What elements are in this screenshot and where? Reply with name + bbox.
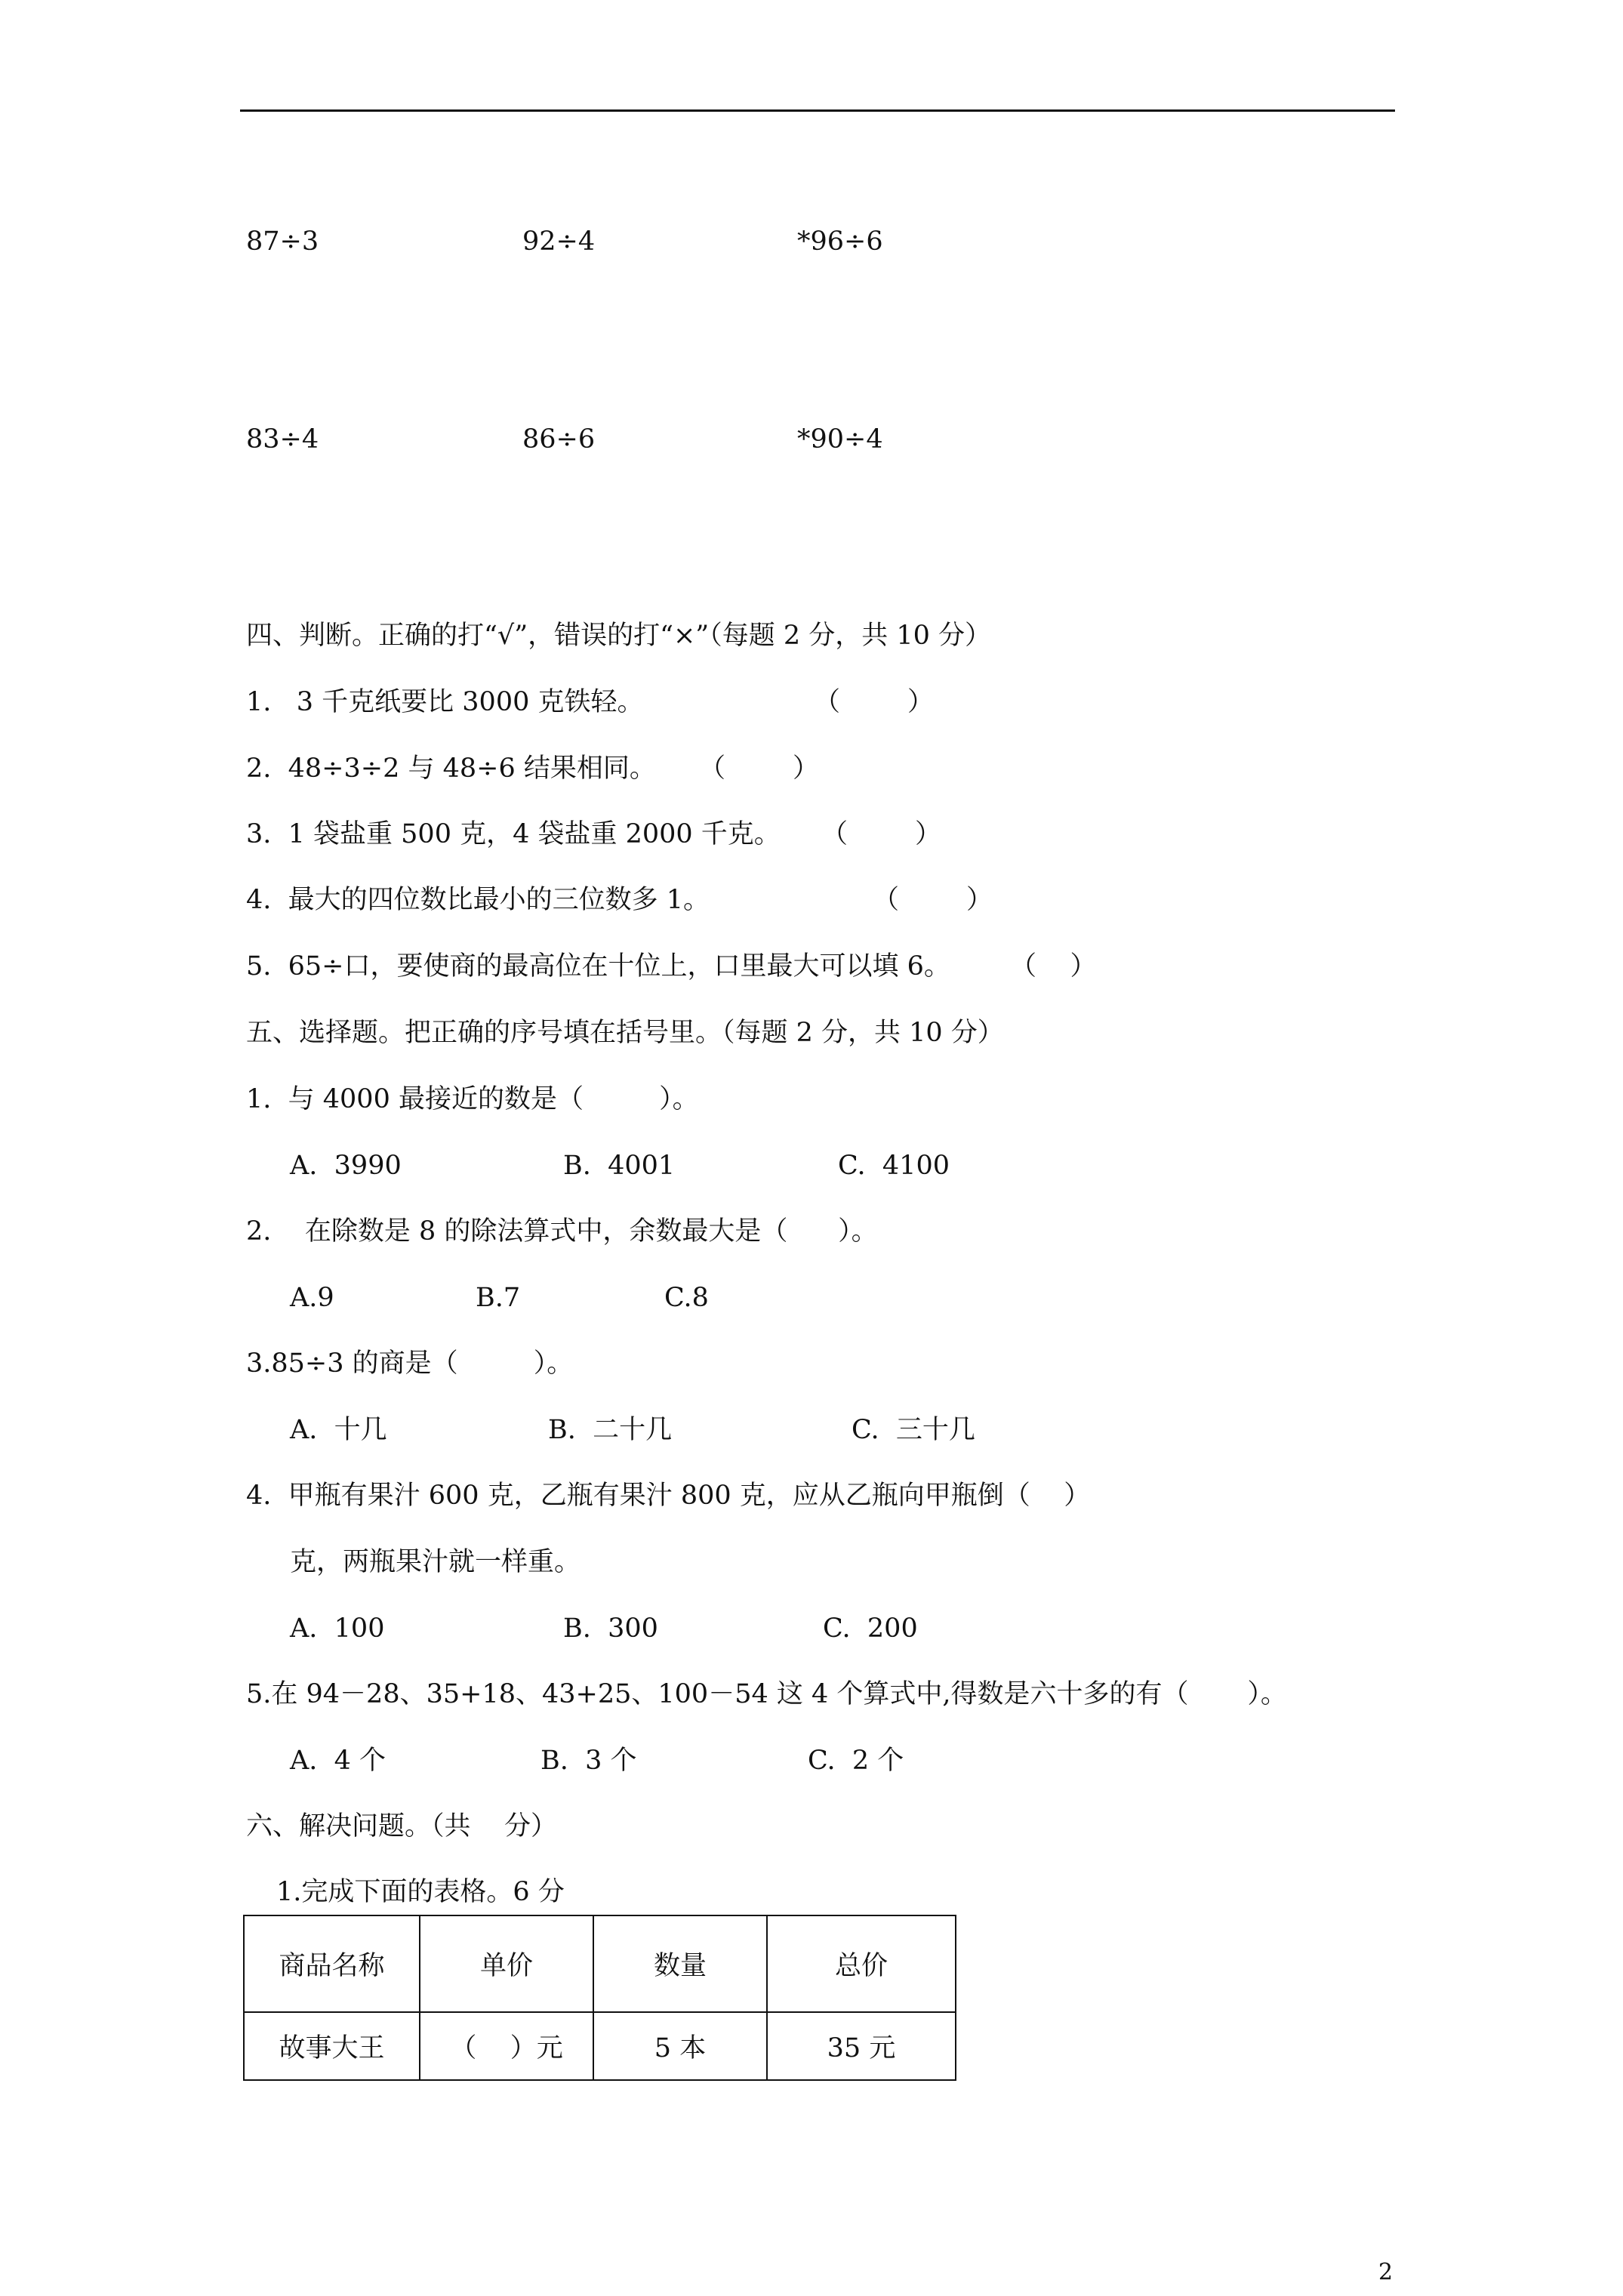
judge-item-1: 1. 3 千克纸要比 3000 克铁轻。: [246, 687, 644, 717]
arith-6: *90÷4: [797, 424, 883, 455]
section6-title: 六、解决问题。（共 分）: [246, 1811, 558, 1841]
choice-q3: 3.85÷3 的商是（ ）。: [246, 1348, 574, 1379]
choice-q2-option-b[interactable]: B.7: [476, 1283, 521, 1313]
choice-q2-option-a[interactable]: A.9: [290, 1283, 334, 1313]
judge-item-3: 3. 1 袋盐重 500 克，4 袋盐重 2000 千克。: [246, 819, 781, 849]
choice-q1-option-a[interactable]: A. 3990: [290, 1151, 402, 1181]
judge-bracket-3[interactable]: （ ）: [821, 819, 942, 849]
judge-bracket-5[interactable]: （ ）: [1010, 951, 1097, 982]
judge-bracket-2[interactable]: （ ）: [699, 754, 820, 784]
arith-4: 83÷4: [246, 424, 319, 455]
choice-q4-continuation: 克，两瓶果汁就一样重。: [290, 1547, 581, 1577]
choice-q5-option-c[interactable]: C. 2 个: [808, 1746, 904, 1776]
cell-quantity: 5 本: [593, 2012, 767, 2080]
arith-3: *96÷6: [797, 227, 883, 257]
arith-2: 92÷4: [522, 227, 596, 257]
header-quantity: 数量: [593, 1915, 767, 2012]
choice-q5: 5.在 94－28、35+18、43+25、100－54 这 4 个算式中,得数是六十多的有（ ）。: [246, 1679, 1287, 1709]
choice-q4-option-b[interactable]: B. 300: [563, 1613, 658, 1644]
arith-5: 86÷6: [522, 424, 596, 455]
choice-q1: 1. 与 4000 最接近的数是（ ）。: [246, 1084, 699, 1114]
header-rule: [240, 109, 1395, 112]
page-number: 2: [1378, 2259, 1394, 2285]
choice-q5-option-a[interactable]: A. 4 个: [290, 1746, 387, 1776]
arith-1: 87÷3: [246, 227, 319, 257]
judge-item-4: 4. 最大的四位数比最小的三位数多 1。: [246, 885, 710, 915]
choice-q3-option-b[interactable]: B. 二十几: [548, 1415, 673, 1445]
cell-unit-price[interactable]: （ ）元: [420, 2012, 593, 2080]
cell-product-name: 故事大王: [244, 2012, 420, 2080]
choice-q4-option-a[interactable]: A. 100: [290, 1613, 385, 1644]
choice-q4-option-c[interactable]: C. 200: [823, 1613, 918, 1644]
table-row: [244, 2012, 956, 2080]
section5-title: 五、选择题。把正确的序号填在括号里。（每题 2 分，共 10 分）: [246, 1018, 1004, 1048]
section4-title: 四、判断。正确的打“√”，错误的打“×”（每题 2 分，共 10 分）: [246, 621, 992, 651]
choice-q3-option-a[interactable]: A. 十几: [290, 1415, 387, 1445]
section6-q1-title: 1.完成下面的表格。6 分: [276, 1877, 565, 1907]
goods-table: [243, 1915, 956, 2081]
judge-item-2: 2. 48÷3÷2 与 48÷6 结果相同。: [246, 754, 656, 784]
choice-q4: 4. 甲瓶有果汁 600 克，乙瓶有果汁 800 克，应从乙瓶向甲瓶倒（ ）: [246, 1481, 1091, 1511]
choice-q5-option-b[interactable]: B. 3 个: [540, 1746, 637, 1776]
header-product-name: 商品名称: [244, 1915, 420, 2012]
header-total-price: 总价: [767, 1915, 956, 2012]
cell-total-price: 35 元: [767, 2012, 956, 2080]
judge-bracket-1[interactable]: （ ）: [814, 687, 935, 717]
choice-q1-option-b[interactable]: B. 4001: [563, 1151, 676, 1181]
choice-q2: 2. 在除数是 8 的除法算式中，余数最大是（ ）。: [246, 1216, 878, 1247]
choice-q3-option-c[interactable]: C. 三十几: [852, 1415, 975, 1445]
table-header-row: [244, 1915, 956, 2012]
judge-bracket-4[interactable]: （ ）: [873, 885, 993, 915]
choice-q2-option-c[interactable]: C.8: [664, 1283, 709, 1313]
judge-item-5: 5. 65÷口，要使商的最高位在十位上，口里最大可以填 6。: [246, 951, 950, 982]
choice-q1-option-c[interactable]: C. 4100: [838, 1151, 950, 1181]
header-unit-price: 单价: [420, 1915, 593, 2012]
